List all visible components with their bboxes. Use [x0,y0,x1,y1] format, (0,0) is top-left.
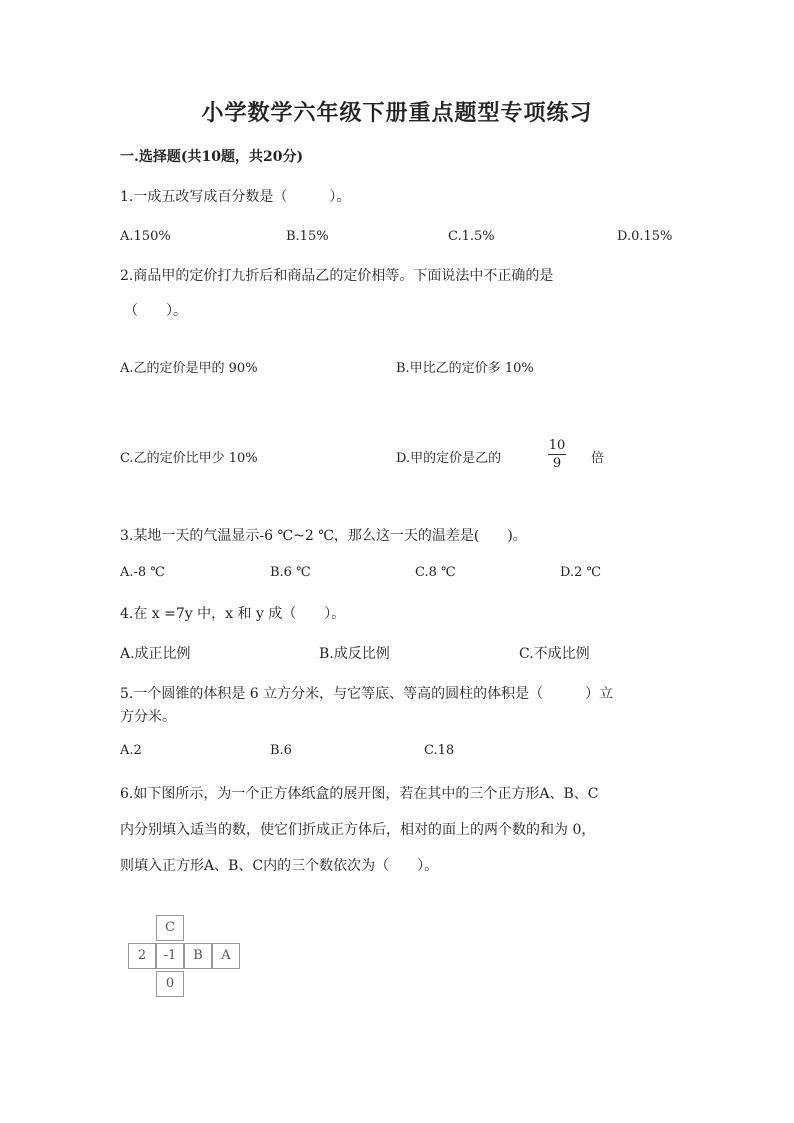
q1-option-d: D.0.15% [617,229,673,244]
fraction-ten-ninths [548,438,566,471]
fraction-numerator: 10 [548,438,566,453]
q2-option-a: A.乙的定价是甲的 90% [120,361,258,376]
q4-option-a: A.成正比例 [120,646,191,662]
q2-option-b: B.甲比乙的定价多 10% [396,361,534,376]
section-heading: 一.选择题(共10题，共20分) [120,149,304,165]
net-cell-0: 0 [156,971,184,997]
net-cell-b: B [184,943,212,969]
q5-option-b: B.6 [270,743,292,758]
net-cell-2: 2 [128,943,156,969]
question-5-stem-line2: 方分米。 [120,709,176,725]
question-6-line2: 内分别填入适当的数，使它们折成正方体后，相对的面上的两个数的和为 0， [120,822,596,838]
question-4-stem: 4.在 x =7y 中，x 和 y 成（ ）。 [120,606,346,622]
question-2-stem-line2: （ ）。 [124,303,187,319]
q3-option-d: D.2 ℃ [560,565,602,580]
q5-option-c: C.18 [424,743,455,758]
page-title: 小学数学六年级下册重点题型专项练习 [201,100,593,126]
q2-option-d: D.甲的定价是乙的 [396,451,502,466]
q3-option-c: C.8 ℃ [415,565,456,580]
q4-option-b: B.成反比例 [319,646,390,662]
q2-option-d-suffix: 倍 [591,451,605,466]
fraction-bar [548,454,566,455]
q1-option-c: C.1.5% [448,229,495,244]
question-3-stem: 3.某地一天的气温显示-6 ℃~2 ℃，那么这一天的温差是( )。 [120,528,527,544]
q4-option-c: C.不成比例 [519,646,590,662]
fraction-denominator: 9 [552,456,562,471]
q2-option-c: C.乙的定价比甲少 10% [120,451,258,466]
net-cell-a: A [212,943,240,969]
q1-option-a: A.150% [120,229,171,244]
question-1-stem: 1.一成五改写成百分数是（ ）。 [120,189,351,205]
question-6-line1: 6.如下图所示，为一个正方体纸盒的展开图，若在其中的三个正方形A、B、C [120,786,599,802]
q3-option-b: B.6 ℃ [270,565,311,580]
net-cell-minus-1: -1 [156,943,184,969]
q1-option-b: B.15% [286,229,329,244]
q3-option-a: A.-8 ℃ [120,565,165,580]
question-5-stem-line1: 5.一个圆锥的体积是 6 立方分米，与它等底、等高的圆柱的体积是（ ）立 [120,686,614,702]
question-2-stem-line1: 2.商品甲的定价打九折后和商品乙的定价相等。下面说法中不正确的是 [120,268,554,284]
net-cell-c: C [156,915,184,941]
q5-option-a: A.2 [120,743,142,758]
question-6-line3: 则填入正方形A、B、C内的三个数依次为（ ）。 [120,858,439,874]
